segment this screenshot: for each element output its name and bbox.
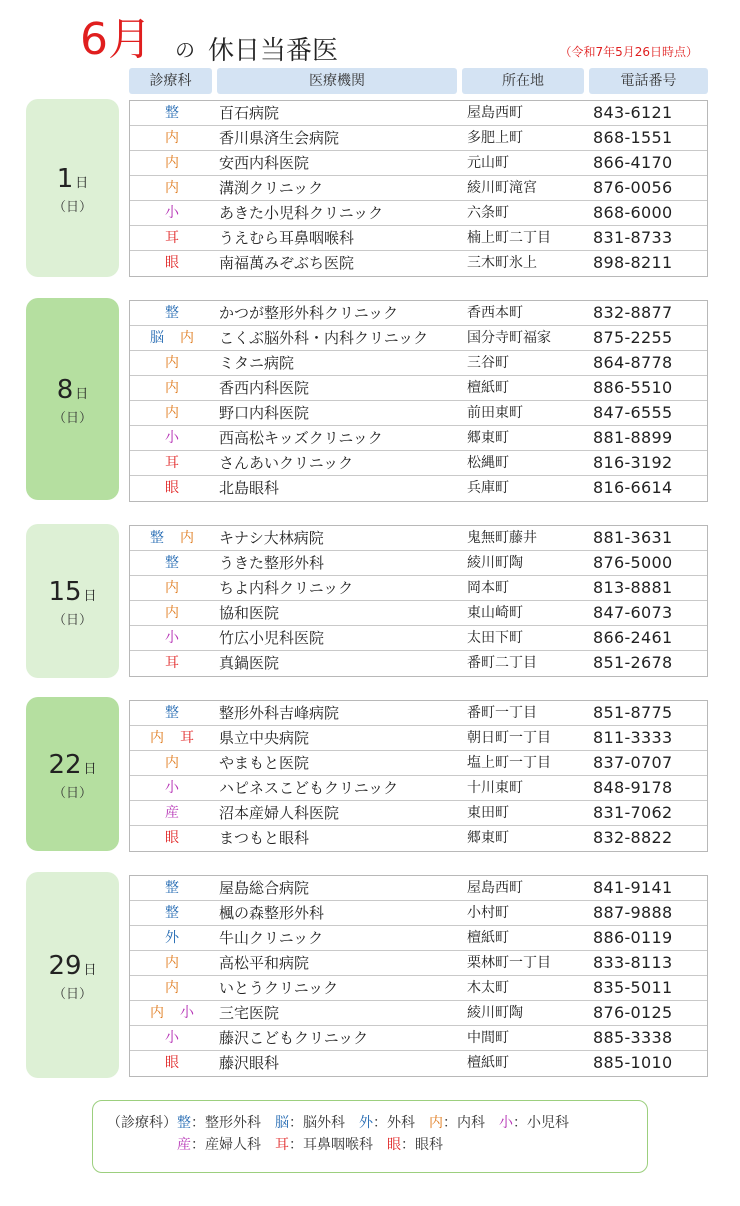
table-row bbox=[130, 1026, 707, 1051]
clinic-name: かつが整形外科クリニック bbox=[219, 304, 399, 322]
dept-code: 整 bbox=[150, 530, 164, 546]
table-row bbox=[130, 1051, 707, 1076]
clinic-name: 香川県済生会病院 bbox=[219, 129, 340, 147]
dept-code: 内 bbox=[165, 155, 179, 171]
table-row bbox=[130, 601, 707, 626]
dept-cell bbox=[130, 376, 214, 400]
clinic-name: 西高松キッズクリニック bbox=[219, 429, 383, 447]
clinic-phone: 847-6555 bbox=[593, 403, 673, 422]
clinic-table bbox=[129, 525, 708, 677]
clinic-name: うきた整形外科 bbox=[219, 554, 325, 572]
dept-code: 小 bbox=[165, 430, 179, 446]
legend-value: ：耳鼻咽喉科 bbox=[289, 1137, 373, 1153]
table-row bbox=[130, 251, 707, 276]
clinic-name: まつもと眼科 bbox=[219, 829, 310, 847]
table-row bbox=[130, 426, 707, 451]
clinic-name: さんあいクリニック bbox=[219, 454, 354, 472]
clinic-location: 三谷町 bbox=[467, 355, 509, 371]
clinic-phone: 885-3338 bbox=[593, 1028, 673, 1047]
dept-cell bbox=[130, 576, 214, 600]
dept-code: 小 bbox=[165, 1030, 179, 1046]
dept-code: 内 bbox=[165, 355, 179, 371]
clinic-name: 真鍋医院 bbox=[219, 654, 280, 672]
dept-code: 内 bbox=[165, 380, 179, 396]
dept-code-2: 耳 bbox=[180, 730, 194, 746]
dept-cell bbox=[130, 176, 214, 200]
clinic-phone: 886-5510 bbox=[593, 378, 673, 397]
dept-cell bbox=[130, 551, 214, 575]
dept-cell bbox=[130, 726, 214, 750]
legend-key: 内 bbox=[429, 1115, 443, 1131]
dept-cell bbox=[130, 751, 214, 775]
dept-cell bbox=[130, 451, 214, 475]
dept-cell bbox=[130, 976, 214, 1000]
clinic-phone: 851-2678 bbox=[593, 653, 673, 672]
day-weekday: （日） bbox=[52, 987, 92, 1002]
table-row bbox=[130, 301, 707, 326]
clinic-location: 塩上町一丁目 bbox=[467, 755, 551, 771]
clinic-phone: 851-8775 bbox=[593, 703, 673, 722]
day-weekday: （日） bbox=[52, 786, 92, 801]
dept-code: 内 bbox=[165, 130, 179, 146]
clinic-phone: 835-5011 bbox=[593, 978, 673, 997]
clinic-location: 檀紙町 bbox=[467, 930, 509, 946]
legend-item bbox=[275, 1137, 373, 1153]
clinic-phone: 898-8211 bbox=[593, 253, 673, 272]
clinic-name: 牛山クリニック bbox=[219, 929, 324, 947]
clinic-phone: 868-6000 bbox=[593, 203, 673, 222]
dept-cell bbox=[130, 426, 214, 450]
dept-code: 眼 bbox=[165, 255, 179, 271]
clinic-location: 松縄町 bbox=[467, 455, 509, 471]
legend-key: 脳 bbox=[275, 1115, 289, 1131]
clinic-location: 屋島西町 bbox=[467, 105, 523, 121]
legend-value: ：小児科 bbox=[513, 1115, 569, 1131]
clinic-phone: 876-0125 bbox=[593, 1003, 673, 1022]
day-number bbox=[26, 951, 119, 981]
table-row bbox=[130, 726, 707, 751]
clinic-phone: 837-0707 bbox=[593, 753, 673, 772]
clinic-location: 番町一丁目 bbox=[467, 705, 537, 721]
dept-code: 小 bbox=[165, 630, 179, 646]
dept-cell bbox=[130, 226, 214, 250]
legend-key: 整 bbox=[177, 1115, 191, 1131]
legend-value: ：外科 bbox=[373, 1115, 415, 1131]
dept-cell bbox=[130, 101, 214, 125]
table-row bbox=[130, 801, 707, 826]
dept-code-2: 内 bbox=[180, 330, 194, 346]
clinic-location: 太田下町 bbox=[467, 630, 523, 646]
table-row bbox=[130, 926, 707, 951]
clinic-phone: 864-8778 bbox=[593, 353, 673, 372]
dept-code: 内 bbox=[165, 980, 179, 996]
dept-cell bbox=[130, 826, 214, 850]
clinic-location: 香西本町 bbox=[467, 305, 523, 321]
dept-cell bbox=[130, 151, 214, 175]
dept-cell bbox=[130, 876, 214, 900]
table-row bbox=[130, 226, 707, 251]
clinic-location: 多肥上町 bbox=[467, 130, 523, 146]
dept-cell bbox=[130, 351, 214, 375]
clinic-location: 檀紙町 bbox=[467, 380, 509, 396]
dept-cell bbox=[130, 401, 214, 425]
legend-item bbox=[499, 1115, 569, 1131]
table-row bbox=[130, 901, 707, 926]
clinic-location: 岡本町 bbox=[467, 580, 509, 596]
clinic-phone: 885-1010 bbox=[593, 1053, 673, 1072]
clinic-name: 北島眼科 bbox=[219, 479, 280, 497]
dept-cell bbox=[130, 701, 214, 725]
table-row bbox=[130, 376, 707, 401]
dept-cell bbox=[130, 251, 214, 275]
dept-code: 整 bbox=[165, 905, 179, 921]
clinic-name: 安西内科医院 bbox=[219, 154, 310, 172]
table-row bbox=[130, 626, 707, 651]
legend-key: 産 bbox=[177, 1137, 191, 1153]
day-number-value: 29 bbox=[48, 951, 82, 981]
clinic-phone: 887-9888 bbox=[593, 903, 673, 922]
clinic-location: 朝日町一丁目 bbox=[467, 730, 551, 746]
clinic-name: 高松平和病院 bbox=[219, 954, 310, 972]
day-number bbox=[26, 577, 119, 607]
clinic-name: 香西内科医院 bbox=[219, 379, 310, 397]
table-row bbox=[130, 751, 707, 776]
clinic-location: 東田町 bbox=[467, 805, 509, 821]
day-badge bbox=[26, 697, 119, 851]
table-row bbox=[130, 151, 707, 176]
table-row bbox=[130, 351, 707, 376]
clinic-phone: 831-7062 bbox=[593, 803, 673, 822]
day-number-value: 8 bbox=[56, 375, 74, 405]
dept-code-2: 小 bbox=[180, 1005, 194, 1021]
table-row bbox=[130, 576, 707, 601]
clinic-location: 三木町氷上 bbox=[467, 255, 537, 271]
dept-code: 内 bbox=[165, 580, 179, 596]
table-row bbox=[130, 451, 707, 476]
clinic-phone: 841-9141 bbox=[593, 878, 673, 897]
dept-cell bbox=[130, 526, 214, 550]
header-tel: 電話番号 bbox=[589, 68, 708, 94]
clinic-location: 前田東町 bbox=[467, 405, 523, 421]
clinic-location: 十川東町 bbox=[467, 780, 523, 796]
legend-value: ：脳外科 bbox=[289, 1115, 345, 1131]
dept-code: 内 bbox=[165, 180, 179, 196]
table-row bbox=[130, 101, 707, 126]
header-dept: 診療科 bbox=[129, 68, 212, 94]
legend-item bbox=[359, 1115, 415, 1131]
clinic-location: 中間町 bbox=[467, 1030, 509, 1046]
legend-line-1 bbox=[107, 1112, 583, 1132]
clinic-location: 郷東町 bbox=[467, 430, 509, 446]
table-row bbox=[130, 126, 707, 151]
table-row bbox=[130, 401, 707, 426]
clinic-location: 元山町 bbox=[467, 155, 509, 171]
table-row bbox=[130, 826, 707, 851]
clinic-location: 国分寺町福家 bbox=[467, 330, 551, 346]
dept-code: 内 bbox=[165, 755, 179, 771]
clinic-name: 溝渕クリニック bbox=[219, 179, 324, 197]
day-badge bbox=[26, 872, 119, 1078]
clinic-location: 綾川町陶 bbox=[467, 1005, 523, 1021]
legend-value: ：産婦人科 bbox=[191, 1137, 261, 1153]
legend-key: 耳 bbox=[275, 1137, 289, 1153]
clinic-name: 楓の森整形外科 bbox=[219, 904, 325, 922]
header-name: 医療機関 bbox=[217, 68, 457, 94]
clinic-table bbox=[129, 300, 708, 502]
dept-cell bbox=[130, 326, 214, 350]
table-row bbox=[130, 651, 707, 676]
dept-cell bbox=[130, 651, 214, 675]
dept-cell bbox=[130, 601, 214, 625]
clinic-location: 郷東町 bbox=[467, 830, 509, 846]
dept-code: 整 bbox=[165, 555, 179, 571]
dept-code: 小 bbox=[165, 780, 179, 796]
clinic-phone: 832-8877 bbox=[593, 303, 673, 322]
dept-code: 眼 bbox=[165, 830, 179, 846]
legend-label: （診療科） bbox=[107, 1115, 177, 1131]
clinic-name: 三宅医院 bbox=[219, 1004, 280, 1022]
dept-code-2: 内 bbox=[180, 530, 194, 546]
day-unit: 日 bbox=[83, 589, 97, 604]
day-weekday: （日） bbox=[52, 613, 92, 628]
day-number bbox=[26, 375, 119, 405]
clinic-location: 檀紙町 bbox=[467, 1055, 509, 1071]
clinic-phone: 875-2255 bbox=[593, 328, 673, 347]
dept-code: 眼 bbox=[165, 1055, 179, 1071]
clinic-phone: 868-1551 bbox=[593, 128, 673, 147]
clinic-name: キナシ大林病院 bbox=[219, 529, 324, 547]
dept-cell bbox=[130, 1051, 214, 1075]
dept-code: 外 bbox=[165, 930, 179, 946]
dept-cell bbox=[130, 301, 214, 325]
legend-value: ：内科 bbox=[443, 1115, 485, 1131]
dept-code: 整 bbox=[165, 105, 179, 121]
table-row bbox=[130, 876, 707, 901]
dept-cell bbox=[130, 951, 214, 975]
legend-item bbox=[177, 1137, 261, 1153]
clinic-table bbox=[129, 100, 708, 277]
clinic-location: 小村町 bbox=[467, 905, 509, 921]
clinic-location: 綾川町滝宮 bbox=[467, 180, 537, 196]
clinic-location: 木太町 bbox=[467, 980, 509, 996]
day-badge bbox=[26, 99, 119, 277]
table-row bbox=[130, 176, 707, 201]
clinic-phone: 886-0119 bbox=[593, 928, 673, 947]
day-number-value: 22 bbox=[48, 750, 82, 780]
clinic-phone: 811-3333 bbox=[593, 728, 673, 747]
table-row bbox=[130, 976, 707, 1001]
dept-code: 整 bbox=[165, 705, 179, 721]
dept-cell bbox=[130, 1001, 214, 1025]
clinic-location: 番町二丁目 bbox=[467, 655, 537, 671]
clinic-phone: 843-6121 bbox=[593, 103, 673, 122]
clinic-phone: 831-8733 bbox=[593, 228, 673, 247]
as-of-date: （令和7年5月26日時点） bbox=[559, 45, 698, 59]
clinic-phone: 881-3631 bbox=[593, 528, 673, 547]
table-row bbox=[130, 951, 707, 976]
day-unit: 日 bbox=[75, 387, 89, 402]
table-row bbox=[130, 326, 707, 351]
dept-code: 耳 bbox=[165, 655, 179, 671]
clinic-location: 屋島西町 bbox=[467, 880, 523, 896]
dept-code: 眼 bbox=[165, 480, 179, 496]
day-weekday: （日） bbox=[52, 200, 92, 215]
dept-cell bbox=[130, 776, 214, 800]
legend-key: 外 bbox=[359, 1115, 373, 1131]
dept-code: 内 bbox=[165, 955, 179, 971]
legend-item bbox=[177, 1115, 261, 1131]
dept-cell bbox=[130, 901, 214, 925]
dept-code: 整 bbox=[165, 305, 179, 321]
day-badge bbox=[26, 524, 119, 678]
dept-cell bbox=[130, 926, 214, 950]
clinic-phone: 876-0056 bbox=[593, 178, 673, 197]
clinic-phone: 816-6614 bbox=[593, 478, 673, 497]
clinic-name: ミタニ病院 bbox=[219, 354, 295, 372]
clinic-phone: 816-3192 bbox=[593, 453, 673, 472]
clinic-name: 沼本産婦人科医院 bbox=[219, 804, 340, 822]
table-row bbox=[130, 201, 707, 226]
clinic-name: 竹広小児科医院 bbox=[219, 629, 325, 647]
clinic-location: 鬼無町藤井 bbox=[467, 530, 537, 546]
dept-code: 耳 bbox=[165, 455, 179, 471]
day-weekday: （日） bbox=[52, 411, 92, 426]
clinic-location: 兵庫町 bbox=[467, 480, 509, 496]
table-row bbox=[130, 776, 707, 801]
clinic-name: 協和医院 bbox=[219, 604, 280, 622]
clinic-name: 野口内科医院 bbox=[219, 404, 310, 422]
dept-code: 内 bbox=[165, 405, 179, 421]
clinic-name: ハピネスこどもクリニック bbox=[219, 779, 399, 797]
table-row bbox=[130, 526, 707, 551]
dept-code: 耳 bbox=[165, 230, 179, 246]
clinic-name: あきた小児科クリニック bbox=[219, 204, 384, 222]
day-unit: 日 bbox=[75, 176, 89, 191]
clinic-name: 整形外科吉峰病院 bbox=[219, 704, 340, 722]
clinic-phone: 848-9178 bbox=[593, 778, 673, 797]
dept-cell bbox=[130, 126, 214, 150]
dept-cell bbox=[130, 801, 214, 825]
clinic-phone: 866-4170 bbox=[593, 153, 673, 172]
clinic-name: いとうクリニック bbox=[219, 979, 339, 997]
clinic-phone: 876-5000 bbox=[593, 553, 673, 572]
legend-value: ：整形外科 bbox=[191, 1115, 261, 1131]
clinic-name: やまもと医院 bbox=[219, 754, 310, 772]
clinic-phone: 833-8113 bbox=[593, 953, 673, 972]
clinic-location: 東山崎町 bbox=[467, 605, 523, 621]
dept-code: 内 bbox=[150, 1005, 164, 1021]
table-row bbox=[130, 476, 707, 501]
clinic-phone: 813-8881 bbox=[593, 578, 673, 597]
clinic-name: ちよ内科クリニック bbox=[219, 579, 354, 597]
legend-item bbox=[275, 1115, 345, 1131]
day-number bbox=[26, 750, 119, 780]
legend-item bbox=[429, 1115, 485, 1131]
legend-line-2 bbox=[177, 1134, 457, 1154]
clinic-table bbox=[129, 700, 708, 852]
dept-code: 内 bbox=[165, 605, 179, 621]
table-row bbox=[130, 1001, 707, 1026]
clinic-name: 藤沢眼科 bbox=[219, 1054, 280, 1072]
legend-value: ：眼科 bbox=[401, 1137, 443, 1153]
clinic-table bbox=[129, 875, 708, 1077]
clinic-location: 楠上町二丁目 bbox=[467, 230, 551, 246]
title-month: 6月 bbox=[80, 14, 152, 65]
dept-code: 整 bbox=[165, 880, 179, 896]
day-number-value: 1 bbox=[56, 164, 74, 194]
dept-cell bbox=[130, 201, 214, 225]
clinic-location: 六条町 bbox=[467, 205, 509, 221]
dept-code: 小 bbox=[165, 205, 179, 221]
clinic-name: こくぶ脳外科・内科クリニック bbox=[219, 329, 429, 347]
dept-code: 産 bbox=[165, 805, 179, 821]
day-badge bbox=[26, 298, 119, 500]
clinic-name: 屋島総合病院 bbox=[219, 879, 310, 897]
day-number-value: 15 bbox=[48, 577, 82, 607]
dept-code: 内 bbox=[150, 730, 164, 746]
clinic-phone: 832-8822 bbox=[593, 828, 673, 847]
legend-key: 眼 bbox=[387, 1137, 401, 1153]
title-main: 休日当番医 bbox=[208, 36, 339, 66]
clinic-phone: 866-2461 bbox=[593, 628, 673, 647]
dept-cell bbox=[130, 626, 214, 650]
clinic-name: 県立中央病院 bbox=[219, 729, 310, 747]
day-unit: 日 bbox=[83, 762, 97, 777]
dept-cell bbox=[130, 1026, 214, 1050]
clinic-name: 藤沢こどもクリニック bbox=[219, 1029, 369, 1047]
legend bbox=[92, 1100, 648, 1173]
dept-code: 脳 bbox=[150, 330, 164, 346]
day-unit: 日 bbox=[83, 963, 97, 978]
clinic-phone: 881-8899 bbox=[593, 428, 673, 447]
clinic-location: 綾川町陶 bbox=[467, 555, 523, 571]
dept-cell bbox=[130, 476, 214, 500]
clinic-phone: 847-6073 bbox=[593, 603, 673, 622]
day-number bbox=[26, 164, 119, 194]
table-row bbox=[130, 551, 707, 576]
clinic-location: 栗林町一丁目 bbox=[467, 955, 551, 971]
clinic-name: 百石病院 bbox=[219, 104, 280, 122]
title-particle: の bbox=[175, 38, 195, 62]
clinic-name: 南福萬みぞぶち医院 bbox=[219, 254, 355, 272]
header-location: 所在地 bbox=[462, 68, 584, 94]
clinic-name: うえむら耳鼻咽喉科 bbox=[219, 229, 355, 247]
legend-item bbox=[387, 1137, 443, 1153]
table-row bbox=[130, 701, 707, 726]
legend-key: 小 bbox=[499, 1115, 513, 1131]
